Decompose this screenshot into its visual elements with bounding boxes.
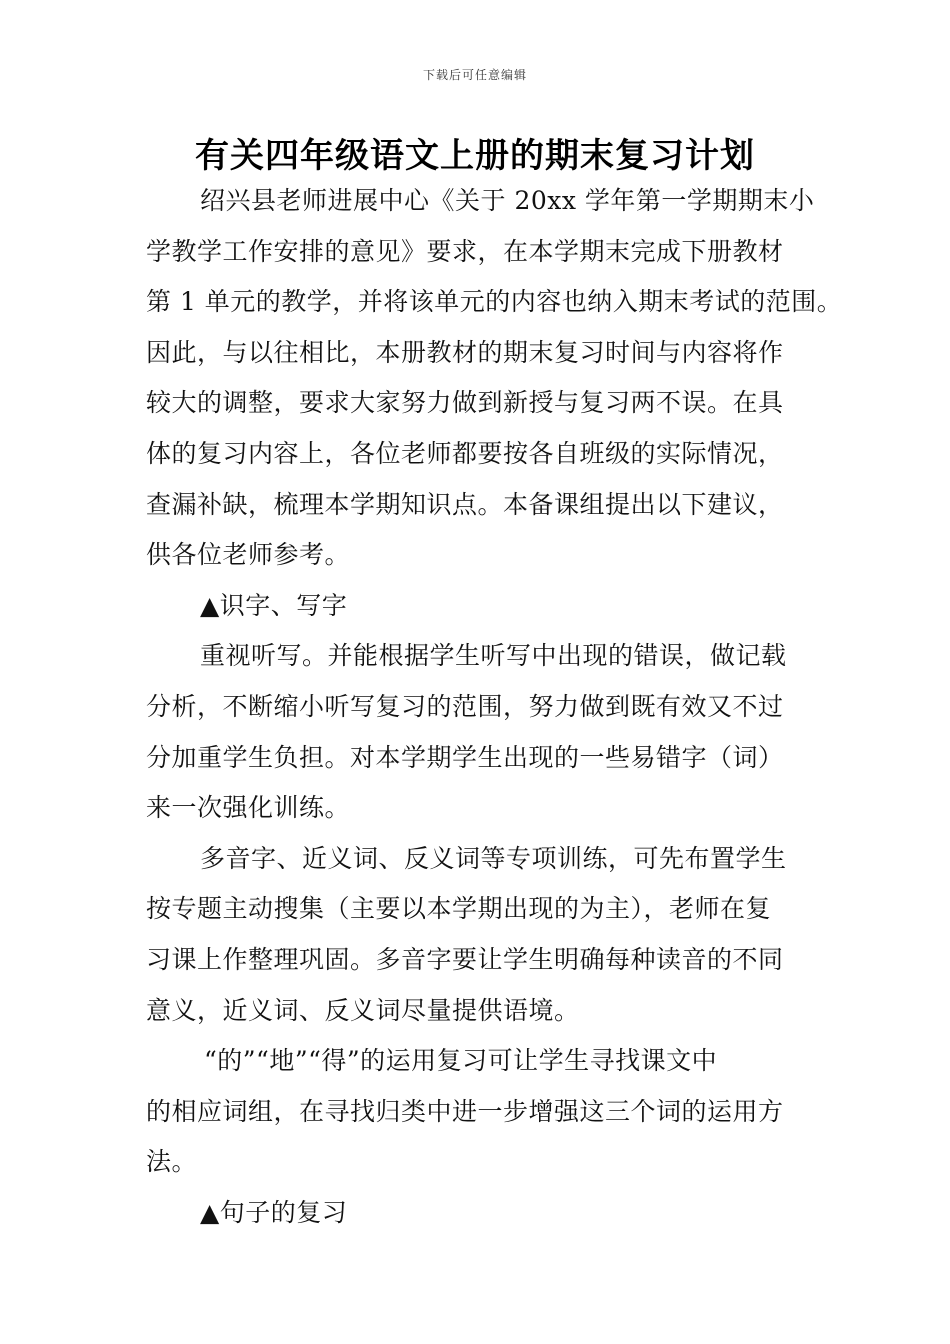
paragraph-line: 的相应词组，在寻找归类中进一步增强这三个词的运用方 [146,1096,784,1126]
paragraph-line: “的”“地”“得”的运用复习可让学生寻找课文中 [204,1046,718,1076]
document-body [146,176,843,1238]
paragraph-line: 分加重学生负担。对本学期学生出现的一些易错字（词） [146,742,784,772]
paragraph-line: 多音字、近义词、反义词等专项训练，可先布置学生 [200,843,787,873]
paragraph-line: 按专题主动搜集（主要以本学期出现的为主），老师在复 [146,894,772,924]
paragraph-line: 分析，不断缩小听写复习的范围，努力做到既有效又不过 [146,691,784,721]
paragraph-line: 重视听写。并能根据学生听写中出现的错误，做记载 [200,641,787,671]
paragraph-line: 因此，与以往相比，本册教材的期末复习时间与内容将作 [146,337,784,367]
paragraph-line: 绍兴县老师进展中心《关于 20xx 学年第一学期期末小 [200,186,815,215]
header-note: 下载后可任意编辑 [422,68,527,82]
section-heading-literacy: ▲识字、写字 [200,590,348,620]
paragraph-line: 查漏补缺，梳理本学期知识点。本备课组提出以下建议， [146,489,784,519]
paragraph-line: 学教学工作安排的意见》要求，在本学期末完成下册教材 [146,236,784,266]
paragraph-line: 习课上作整理巩固。多音字要让学生明确每种读音的不同 [146,944,784,974]
paragraph-line: 较大的调整，要求大家努力做到新授与复习两不误。在具 [146,388,784,418]
section-heading-sentences: ▲句子的复习 [200,1197,348,1227]
paragraph-line: 体的复习内容上，各位老师都要按各自班级的实际情况， [146,438,784,468]
paragraph-line: 法。 [146,1147,198,1177]
paragraph-line: 第 1 单元的教学，并将该单元的内容也纳入期末考试的范围。 [146,287,843,317]
page-title: 有关四年级语文上册的期末复习计划 [195,136,755,176]
paragraph-line: 来一次强化训练。 [146,793,351,823]
paragraph-line: 供各位老师参考。 [146,540,351,570]
paragraph-line: 意义，近义词、反义词尽量提供语境。 [146,995,580,1025]
